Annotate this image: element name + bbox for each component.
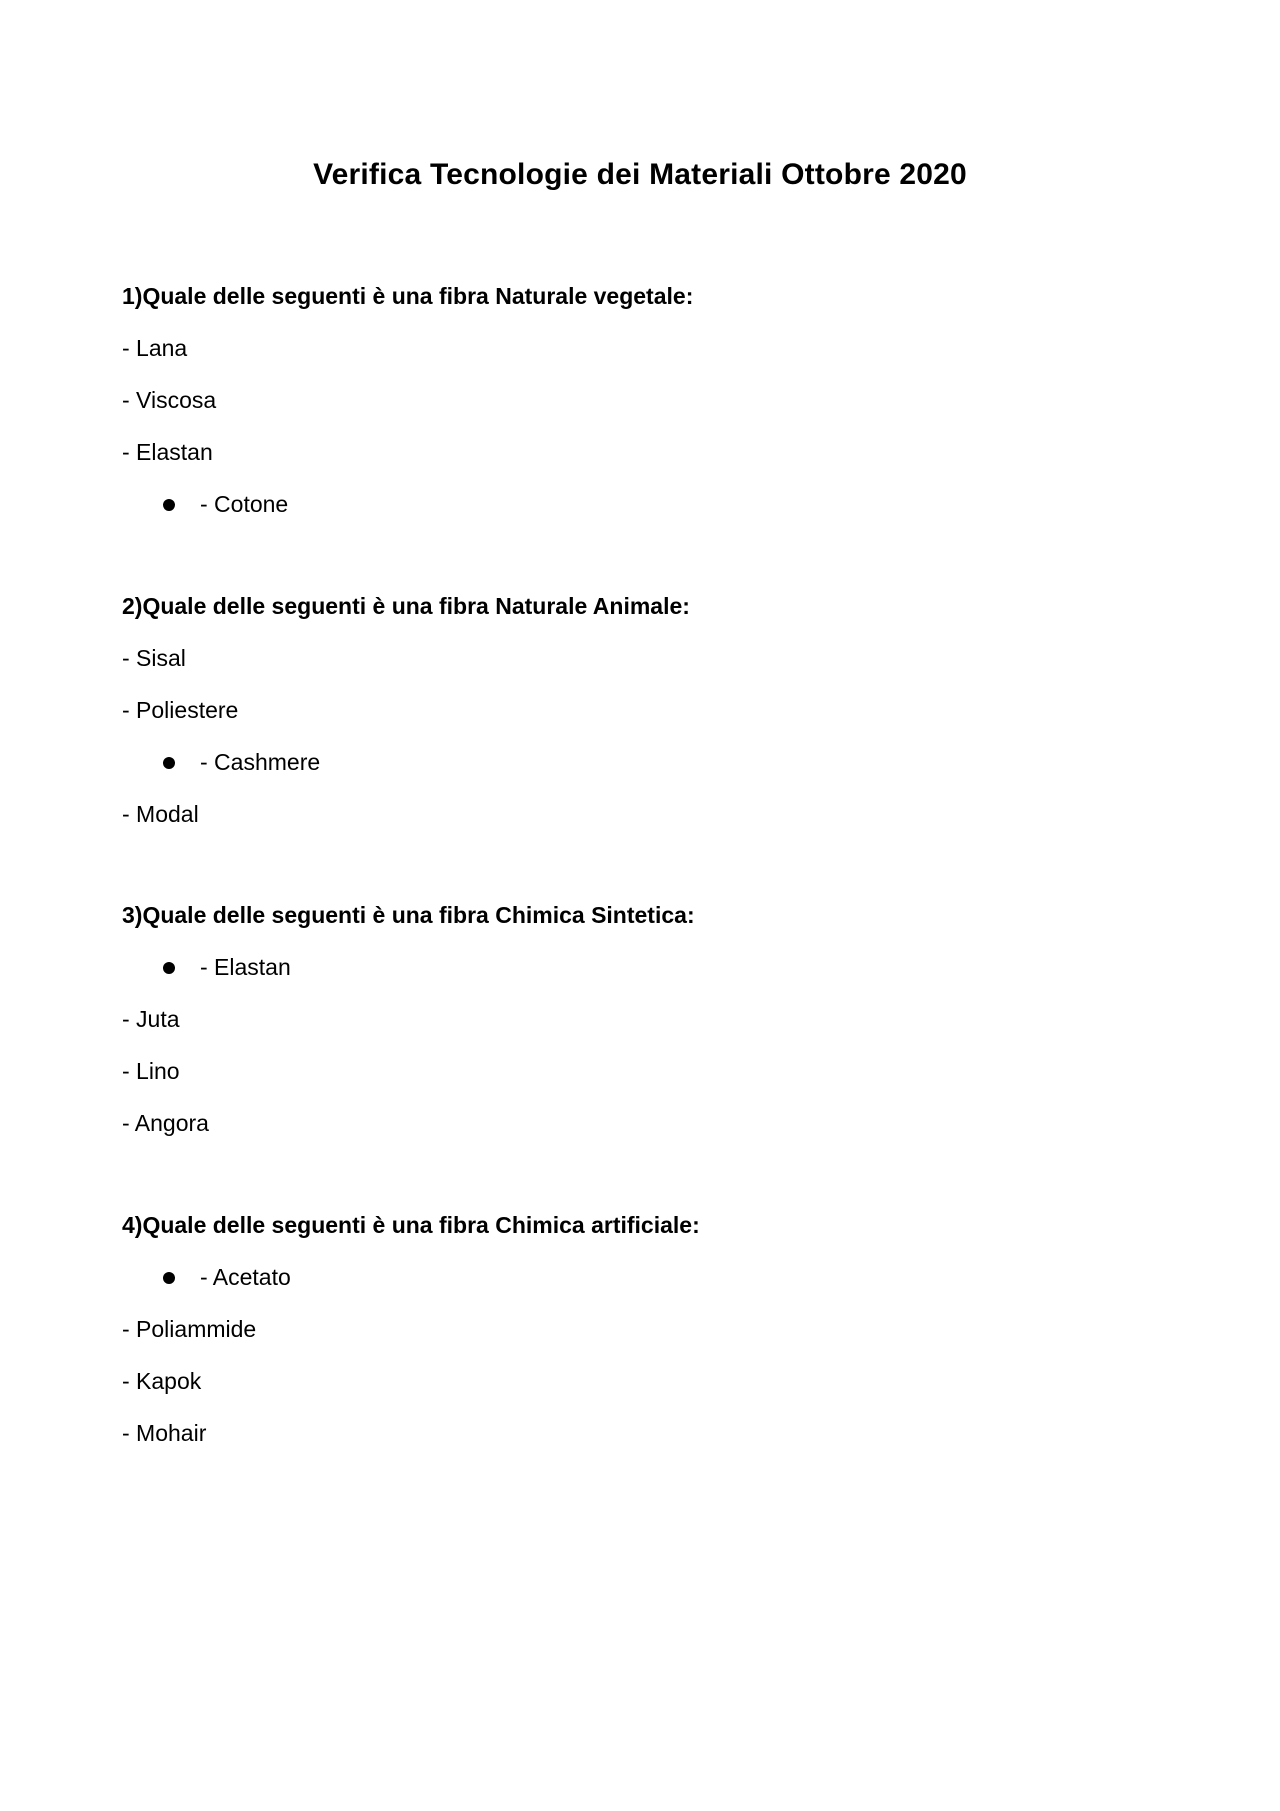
answer-option [122,1418,1122,1448]
answer-option-label: - Poliammide [122,1316,257,1342]
question-text: 3)Quale delle seguenti è una fibra Chimica Sintetica: [122,902,695,928]
question-text: 4)Quale delle seguenti è una fibra Chimica artificiale: [122,1212,700,1238]
answer-option-label: - Cotone [200,491,289,517]
bullet-icon [163,499,175,511]
answer-option-selected [122,952,1122,982]
answer-option-label: - Modal [122,801,199,827]
answer-option-label: - Sisal [122,645,186,671]
answer-option-label: - Kapok [122,1368,202,1394]
question-text: 1)Quale delle seguenti è una fibra Naturale vegetale: [122,283,694,309]
answer-option-selected [122,1262,1122,1292]
answer-option-label: - Poliestere [122,697,239,723]
bullet-icon [163,1272,175,1284]
answer-option [122,643,1122,673]
answer-option [122,437,1122,467]
answer-option [122,1366,1122,1396]
question-text: 2)Quale delle seguenti è una fibra Naturale Animale: [122,593,690,619]
answer-option [122,385,1122,415]
answer-option-label: - Lino [122,1058,180,1084]
bullet-icon [163,757,175,769]
answer-option-label: - Mohair [122,1420,207,1446]
question-block-1 [122,281,1122,541]
answer-option-label: - Viscosa [122,387,217,413]
answer-option [122,695,1122,725]
answer-option-selected [122,489,1122,519]
answer-option [122,1056,1122,1086]
answer-option-label: - Lana [122,335,188,361]
answer-option-selected [122,747,1122,777]
answer-option-label: - Acetato [200,1264,291,1290]
question-block-3 [122,900,1122,1160]
answer-option [122,1004,1122,1034]
document-title: Verifica Tecnologie dei Materiali Ottobre 2020 [313,158,967,191]
answer-option [122,1108,1122,1138]
bullet-icon [163,962,175,974]
question-block-4 [122,1210,1122,1470]
answer-option-label: - Elastan [200,954,291,980]
answer-option [122,1314,1122,1344]
answer-option-label: - Angora [122,1110,209,1136]
answer-option [122,799,1122,829]
question-block-2 [122,591,1122,851]
answer-option-label: - Elastan [122,439,213,465]
answer-option-label: - Cashmere [200,749,321,775]
answer-option-label: - Juta [122,1006,180,1032]
answer-option [122,333,1122,363]
